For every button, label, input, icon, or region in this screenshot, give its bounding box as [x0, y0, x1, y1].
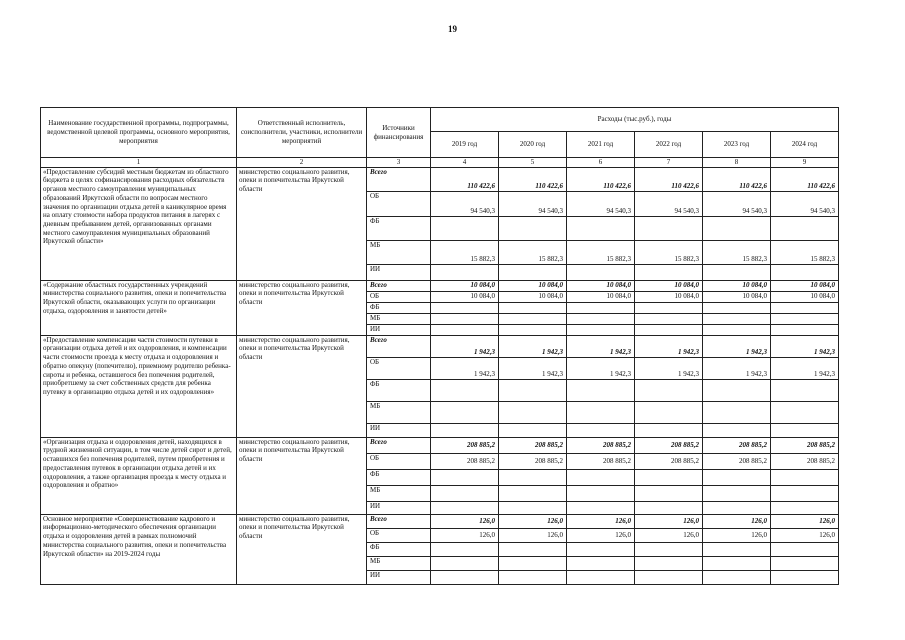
- funding-source: ОБ: [367, 191, 431, 216]
- index-cell: 8: [703, 158, 771, 168]
- index-cell: 4: [431, 158, 499, 168]
- expense-value: 1 942,3: [703, 335, 771, 357]
- funding-source: Всего: [367, 335, 431, 357]
- expense-value: [703, 542, 771, 556]
- index-cell: 9: [771, 158, 839, 168]
- expense-value: [499, 264, 567, 280]
- expense-value: 10 084,0: [499, 280, 567, 291]
- funding-source: МБ: [367, 313, 431, 324]
- expense-value: [431, 313, 499, 324]
- expense-value: [499, 302, 567, 313]
- funding-source: ОБ: [367, 528, 431, 542]
- expense-value: [703, 501, 771, 514]
- expense-value: [499, 485, 567, 501]
- expense-value: [567, 469, 635, 485]
- expense-value: [703, 423, 771, 437]
- expense-value: [635, 485, 703, 501]
- expense-value: [431, 423, 499, 437]
- expense-value: 208 885,2: [567, 453, 635, 469]
- expense-value: [567, 379, 635, 401]
- header-name: Наименование государственной программы, подпрограммы, ведомственной целевой программы, основного мероприятия, мероприятия: [41, 108, 237, 158]
- executor: министерство социального развития, опеки и попечительства Иркутской области: [237, 514, 367, 584]
- event-name: «Предоставление компенсации части стоимости путевки в организации отдыха детей и их оздоровления, и компенсации части стоимости проезда к месту отдыха и оздоровления и обратно опекуну (попечителю), приемному родителю ребенка-сироты и ребенка, оставшегося без попечения родителей, приобретшему за счет собственных средств для ребенка путевку в организацию отдыха детей и их оздоровления»: [41, 335, 237, 437]
- expense-value: 10 084,0: [499, 291, 567, 302]
- header-executor: Ответственный исполнитель, соисполнители, участники, исполнители мероприятий: [237, 108, 367, 158]
- expense-value: [567, 302, 635, 313]
- funding-source: Всего: [367, 167, 431, 191]
- expense-value: 1 942,3: [635, 335, 703, 357]
- header-year: 2019 год: [431, 132, 499, 158]
- funding-source: ФБ: [367, 216, 431, 240]
- funding-source: ИИ: [367, 501, 431, 514]
- expense-value: [771, 313, 839, 324]
- funding-source: МБ: [367, 556, 431, 570]
- expense-value: [635, 501, 703, 514]
- expense-value: [431, 216, 499, 240]
- index-row: [41, 158, 839, 168]
- expense-value: [431, 501, 499, 514]
- expense-value: 1 942,3: [431, 357, 499, 379]
- expense-value: 126,0: [499, 514, 567, 528]
- expense-value: 110 422,6: [635, 167, 703, 191]
- expense-value: 1 942,3: [499, 357, 567, 379]
- expense-value: 126,0: [499, 528, 567, 542]
- expense-value: 126,0: [567, 514, 635, 528]
- expenses-table: [40, 107, 839, 585]
- expense-value: [567, 542, 635, 556]
- expense-value: 94 540,3: [771, 191, 839, 216]
- expense-value: 10 084,0: [771, 291, 839, 302]
- table-row: [41, 437, 839, 453]
- expense-value: [703, 313, 771, 324]
- expense-value: 15 882,3: [771, 240, 839, 264]
- expense-value: 110 422,6: [499, 167, 567, 191]
- expense-value: [635, 324, 703, 335]
- funding-source: ИИ: [367, 264, 431, 280]
- expense-value: [567, 216, 635, 240]
- expense-value: 126,0: [431, 514, 499, 528]
- executor: министерство социального развития, опеки и попечительства Иркутской области: [237, 335, 367, 437]
- expense-value: 10 084,0: [431, 280, 499, 291]
- executor: министерство социального развития, опеки и попечительства Иркутской области: [237, 437, 367, 514]
- expense-value: [431, 401, 499, 423]
- expense-value: [567, 485, 635, 501]
- expense-value: [567, 556, 635, 570]
- expense-value: 10 084,0: [431, 291, 499, 302]
- expense-value: [635, 379, 703, 401]
- expense-value: 1 942,3: [703, 357, 771, 379]
- expense-value: 208 885,2: [431, 453, 499, 469]
- expense-value: [431, 302, 499, 313]
- expense-value: 126,0: [703, 528, 771, 542]
- expense-value: 15 882,3: [635, 240, 703, 264]
- expense-value: 126,0: [635, 514, 703, 528]
- expense-value: 208 885,2: [635, 437, 703, 453]
- expense-value: 94 540,3: [567, 191, 635, 216]
- expense-value: [771, 401, 839, 423]
- expense-value: [635, 313, 703, 324]
- expense-value: 126,0: [771, 514, 839, 528]
- expense-value: 110 422,6: [431, 167, 499, 191]
- expense-value: [499, 423, 567, 437]
- expense-value: 1 942,3: [567, 335, 635, 357]
- expense-value: [499, 570, 567, 584]
- funding-source: ФБ: [367, 469, 431, 485]
- expense-value: [567, 324, 635, 335]
- expense-value: 10 084,0: [703, 291, 771, 302]
- executor: министерство социального развития, опеки и попечительства Иркутской области: [237, 280, 367, 335]
- funding-source: ИИ: [367, 324, 431, 335]
- expense-value: [635, 570, 703, 584]
- funding-source: ОБ: [367, 453, 431, 469]
- funding-source: МБ: [367, 401, 431, 423]
- expense-value: [703, 570, 771, 584]
- expense-value: [431, 542, 499, 556]
- expense-value: 110 422,6: [771, 167, 839, 191]
- funding-source: Всего: [367, 437, 431, 453]
- expense-value: [567, 264, 635, 280]
- expense-value: [499, 556, 567, 570]
- expense-value: 10 084,0: [703, 280, 771, 291]
- expense-value: [431, 556, 499, 570]
- expense-value: [771, 469, 839, 485]
- expense-value: [635, 264, 703, 280]
- event-name: «Предоставление субсидий местным бюджетам из областного бюджета в целях софинансирования расходных обязательств органов местного самоуправления муниципальных образований Иркутской области по вопросам местного значения по организации отдыха детей в каникулярное время на оплату стоимости набора продуктов питания в лагерях с дневным пребыванием детей, организованных органами местного самоуправления муниципальных образований Иркутской области»: [41, 167, 237, 280]
- header-year: 2023 год: [703, 132, 771, 158]
- funding-source: ФБ: [367, 542, 431, 556]
- funding-source: ФБ: [367, 302, 431, 313]
- index-cell: 5: [499, 158, 567, 168]
- funding-source: ФБ: [367, 379, 431, 401]
- expense-value: 1 942,3: [771, 357, 839, 379]
- expense-value: 1 942,3: [567, 357, 635, 379]
- expense-value: [567, 423, 635, 437]
- expense-value: [499, 379, 567, 401]
- header-year: 2020 год: [499, 132, 567, 158]
- expense-value: [771, 542, 839, 556]
- expense-value: 208 885,2: [431, 437, 499, 453]
- header-year: 2021 год: [567, 132, 635, 158]
- expense-value: 1 942,3: [771, 335, 839, 357]
- page-number: 19: [448, 24, 457, 34]
- expense-value: [431, 324, 499, 335]
- expense-value: 10 084,0: [567, 280, 635, 291]
- expense-value: [499, 542, 567, 556]
- expense-value: 94 540,3: [499, 191, 567, 216]
- expense-value: [567, 501, 635, 514]
- expense-value: [635, 216, 703, 240]
- expense-value: 15 882,3: [703, 240, 771, 264]
- expense-value: [703, 556, 771, 570]
- expense-value: 208 885,2: [703, 453, 771, 469]
- event-name: «Организация отдыха и оздоровления детей, находящихся в трудной жизненной ситуации, в том числе детей сирот и детей, оставшихся без попечения родителей, путем приобретения и предоставления путевок в организации отдыха детей и их оздоровления, а также организация проезда к месту отдыха и оздоровления и обратно»: [41, 437, 237, 514]
- expense-value: 208 885,2: [703, 437, 771, 453]
- index-cell: 7: [635, 158, 703, 168]
- expense-value: [771, 485, 839, 501]
- expense-value: [771, 556, 839, 570]
- expense-value: [771, 216, 839, 240]
- funding-source: ОБ: [367, 291, 431, 302]
- expense-value: 94 540,3: [431, 191, 499, 216]
- expense-value: [567, 401, 635, 423]
- expense-value: [431, 570, 499, 584]
- expense-value: 126,0: [635, 528, 703, 542]
- expense-value: [499, 469, 567, 485]
- expense-value: [635, 423, 703, 437]
- expense-value: 110 422,6: [703, 167, 771, 191]
- funding-source: МБ: [367, 240, 431, 264]
- expense-value: 10 084,0: [771, 280, 839, 291]
- expense-value: 208 885,2: [499, 453, 567, 469]
- table-row: [41, 514, 839, 528]
- header-year: 2024 год: [771, 132, 839, 158]
- expense-value: [771, 302, 839, 313]
- expense-value: [431, 264, 499, 280]
- expense-value: 208 885,2: [499, 437, 567, 453]
- expense-value: 208 885,2: [635, 453, 703, 469]
- expense-value: [703, 324, 771, 335]
- expense-value: [703, 216, 771, 240]
- expense-value: [703, 302, 771, 313]
- expense-value: [635, 401, 703, 423]
- expense-value: 110 422,6: [567, 167, 635, 191]
- header-source: Источники финансирования: [367, 108, 431, 158]
- event-name: «Содержание областных государственных учреждений министерства социального развития, опеки и попечительства Иркутской области, оказывающих услуги по организации отдыха, оздоровления и занятости детей»: [41, 280, 237, 335]
- expense-value: [635, 469, 703, 485]
- expense-value: 126,0: [431, 528, 499, 542]
- expense-value: [635, 542, 703, 556]
- table-row: [41, 280, 839, 291]
- expense-value: [771, 264, 839, 280]
- expense-value: [635, 556, 703, 570]
- expense-value: [703, 264, 771, 280]
- expense-value: [703, 485, 771, 501]
- expense-value: 15 882,3: [499, 240, 567, 264]
- index-cell: 1: [41, 158, 237, 168]
- expense-value: 208 885,2: [771, 453, 839, 469]
- expense-value: [567, 570, 635, 584]
- funding-source: ОБ: [367, 357, 431, 379]
- expense-value: 126,0: [567, 528, 635, 542]
- executor: министерство социального развития, опеки и попечительства Иркутской области: [237, 167, 367, 280]
- expense-value: 94 540,3: [635, 191, 703, 216]
- funding-source: Всего: [367, 514, 431, 528]
- expense-value: [499, 401, 567, 423]
- expense-value: [499, 501, 567, 514]
- table-row: [41, 167, 839, 191]
- expense-value: [771, 423, 839, 437]
- expense-value: [635, 302, 703, 313]
- expense-value: 1 942,3: [635, 357, 703, 379]
- event-name: Основное мероприятие «Совершенствование кадрового и информационно-методического обеспечения организации отдыха и оздоровления детей в рамках полномочий министерства социального развития, опеки и попечительства Иркутской области» на 2019-2024 годы: [41, 514, 237, 584]
- expense-value: 15 882,3: [431, 240, 499, 264]
- expense-value: 208 885,2: [771, 437, 839, 453]
- expense-value: [431, 379, 499, 401]
- expense-value: 10 084,0: [635, 291, 703, 302]
- funding-source: ИИ: [367, 423, 431, 437]
- expense-value: 15 882,3: [567, 240, 635, 264]
- expense-value: 208 885,2: [567, 437, 635, 453]
- header-year: 2022 год: [635, 132, 703, 158]
- expense-value: [771, 324, 839, 335]
- expense-value: [431, 485, 499, 501]
- funding-source: Всего: [367, 280, 431, 291]
- index-cell: 6: [567, 158, 635, 168]
- index-cell: 3: [367, 158, 431, 168]
- expense-value: [567, 313, 635, 324]
- expense-value: [499, 216, 567, 240]
- funding-source: МБ: [367, 485, 431, 501]
- expense-value: [771, 379, 839, 401]
- table-row: [41, 335, 839, 357]
- expense-value: [431, 469, 499, 485]
- expense-value: [771, 501, 839, 514]
- expense-value: [771, 570, 839, 584]
- expense-value: 126,0: [703, 514, 771, 528]
- expense-value: [499, 313, 567, 324]
- expense-value: 1 942,3: [499, 335, 567, 357]
- funding-source: ИИ: [367, 570, 431, 584]
- expense-value: [703, 469, 771, 485]
- expense-value: [703, 401, 771, 423]
- expense-value: 94 540,3: [703, 191, 771, 216]
- expense-value: [703, 379, 771, 401]
- expense-value: [499, 324, 567, 335]
- expense-value: 10 084,0: [635, 280, 703, 291]
- header-expenses: Расходы (тыс.руб.), годы: [431, 108, 839, 132]
- expense-value: 126,0: [771, 528, 839, 542]
- expense-value: 10 084,0: [567, 291, 635, 302]
- index-cell: 2: [237, 158, 367, 168]
- expense-value: 1 942,3: [431, 335, 499, 357]
